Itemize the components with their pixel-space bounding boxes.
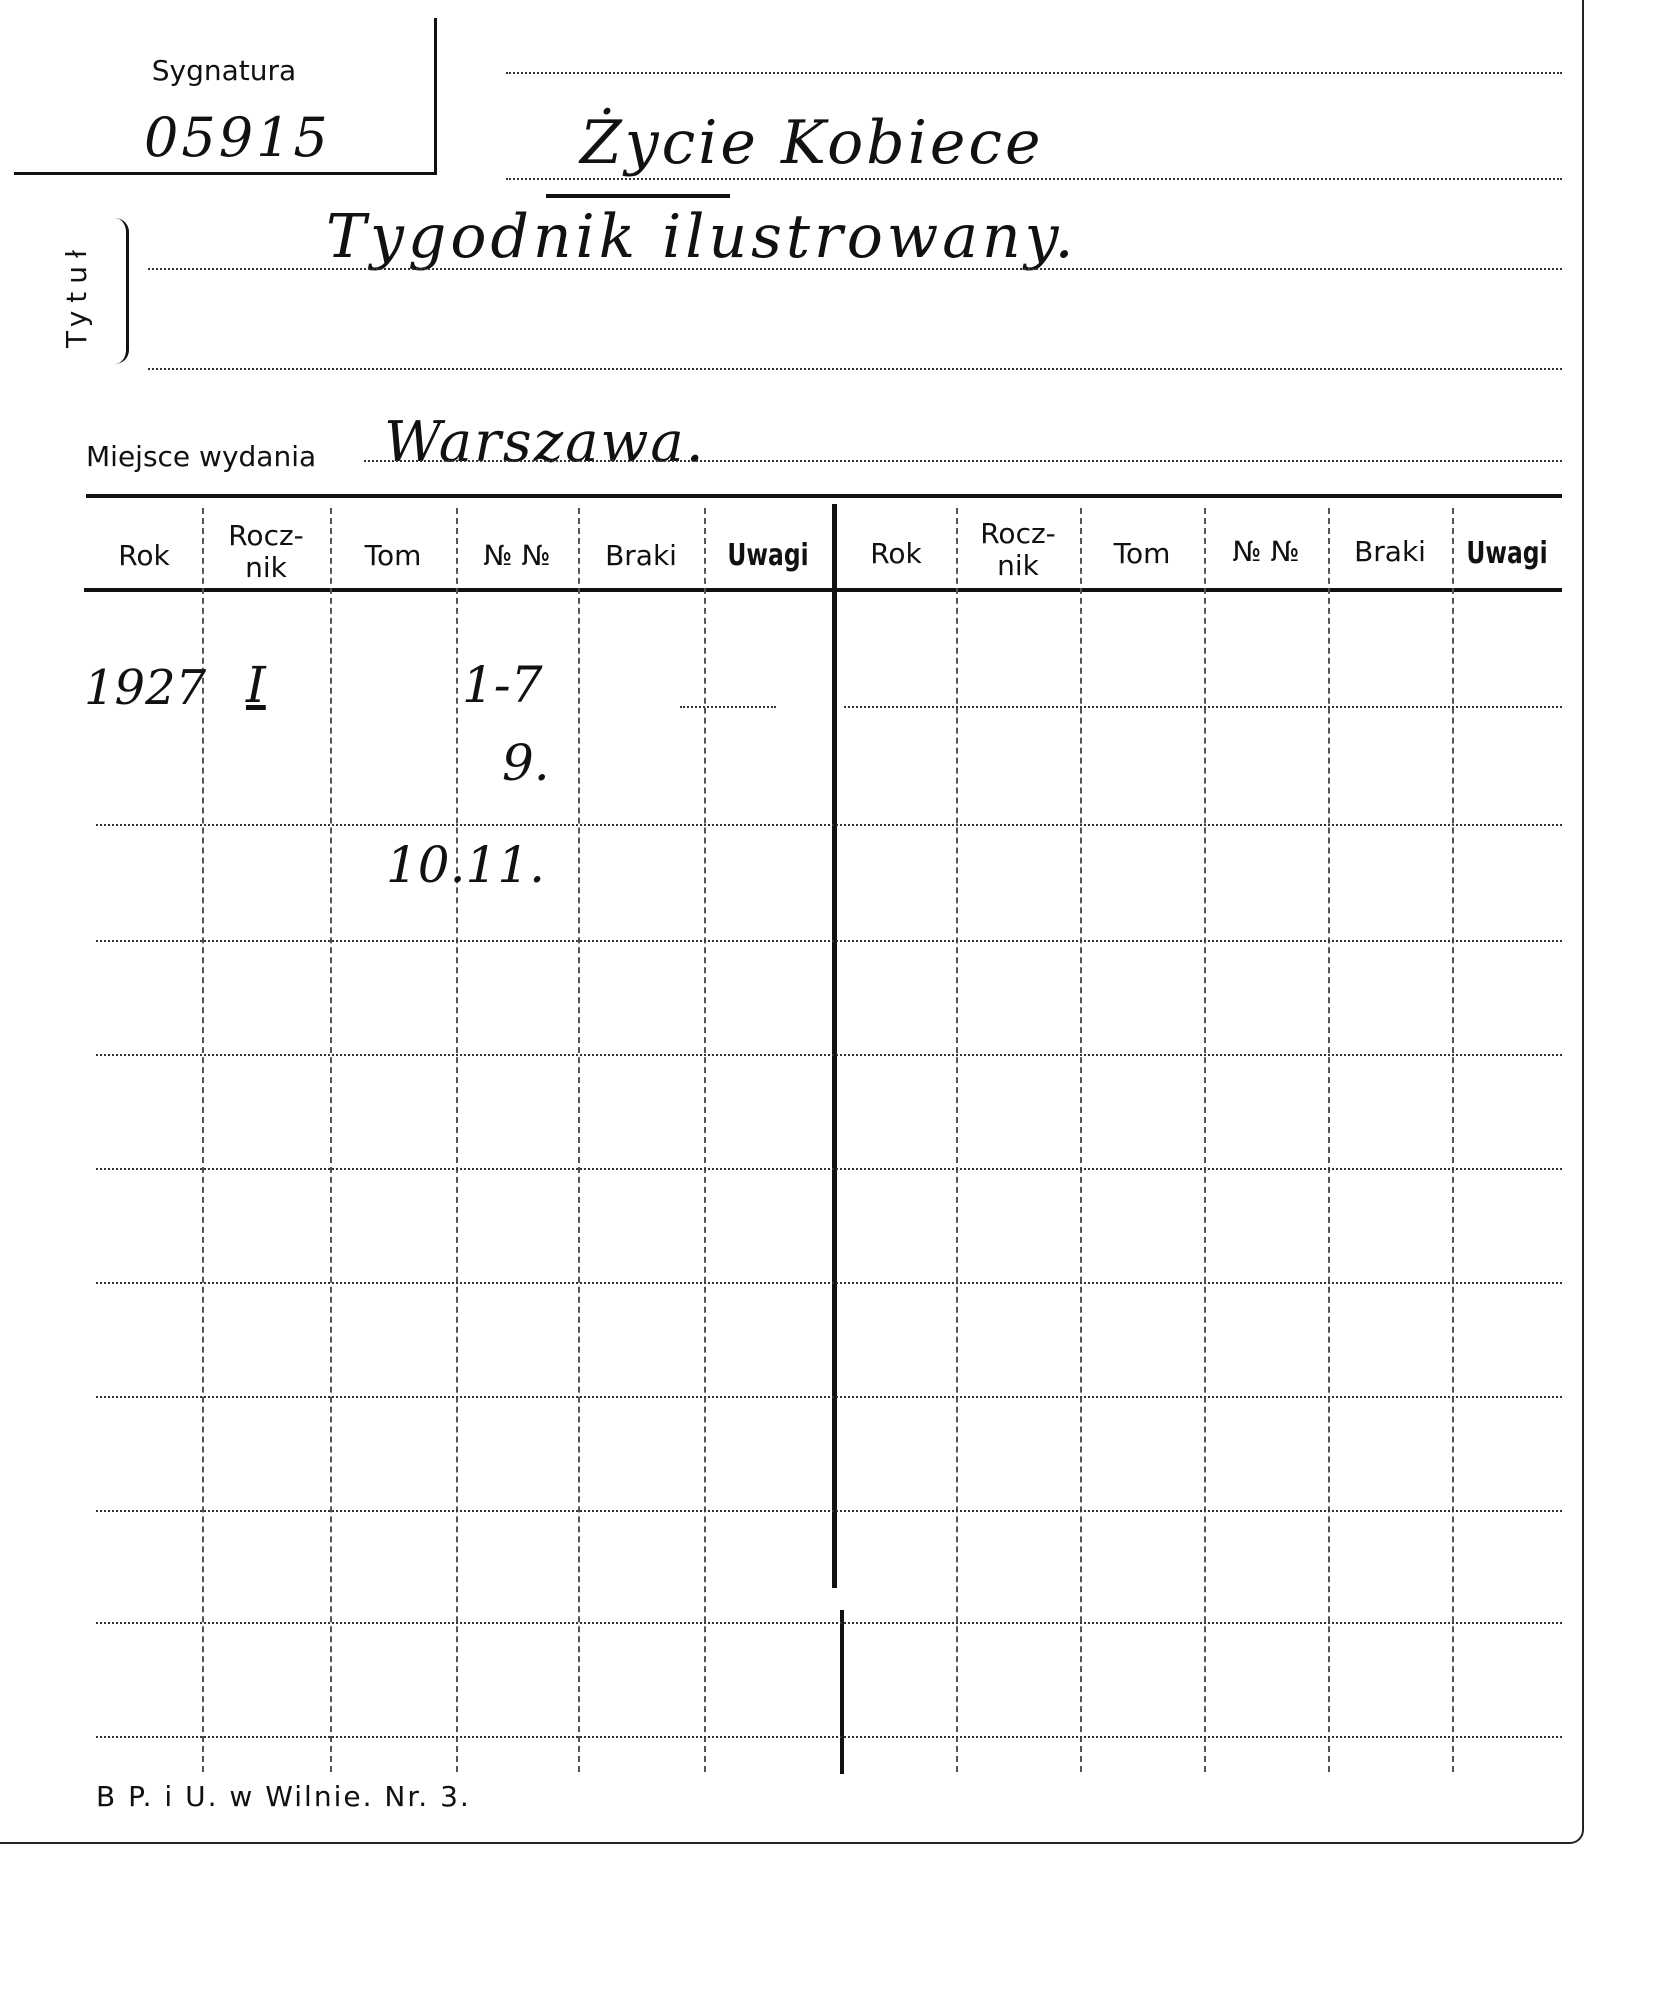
entry-numery-1: 1-7 xyxy=(462,656,543,714)
header-rok-left: Rok xyxy=(118,539,170,572)
row-line-5 xyxy=(96,1282,1562,1284)
table-center-divider xyxy=(832,504,837,1588)
row-line-8 xyxy=(96,1622,1562,1624)
col-divider-l5 xyxy=(704,508,706,1772)
row-line-0a xyxy=(680,706,776,708)
header-tom-right: Tom xyxy=(1113,537,1171,570)
title-line-1-dotted xyxy=(506,72,1562,74)
header-uwagi-left: Uwagi xyxy=(727,538,809,573)
signature-value: 05915 xyxy=(144,106,331,169)
col-divider-r3 xyxy=(1204,508,1206,1772)
col-divider-l3 xyxy=(456,508,458,1772)
title-line-4-dotted xyxy=(148,368,1562,370)
signature-label: Sygnatura xyxy=(151,54,297,87)
col-divider-r1 xyxy=(956,508,958,1772)
header-rok-right: Rok xyxy=(870,537,922,570)
row-line-6 xyxy=(96,1396,1562,1398)
entry-rocznik: I xyxy=(246,656,266,714)
title-brace xyxy=(112,218,129,364)
col-divider-l4 xyxy=(578,508,580,1772)
row-line-7 xyxy=(96,1510,1562,1512)
table-center-divider-lower xyxy=(840,1610,844,1774)
row-line-9 xyxy=(96,1736,1562,1738)
entry-numery-3: 10.11. xyxy=(386,836,546,894)
row-line-4 xyxy=(96,1168,1562,1170)
header-uwagi-right: Uwagi xyxy=(1466,536,1548,571)
header-braki-left: Braki xyxy=(605,539,677,572)
col-divider-r5 xyxy=(1452,508,1454,1772)
title-line-3-dotted xyxy=(148,268,1562,270)
col-divider-l2 xyxy=(330,508,332,1772)
place-label: Miejsce wydania xyxy=(86,440,317,473)
place-dotted xyxy=(364,460,1562,462)
signature-box xyxy=(14,18,437,175)
entry-rok: 1927 xyxy=(84,660,207,716)
header-numery-right: № № xyxy=(1232,535,1300,568)
place-value: Warszawa. xyxy=(384,410,706,475)
header-rocznik-right: Rocz- nik xyxy=(980,517,1056,582)
title-line-2-dotted xyxy=(506,178,1562,180)
row-line-2 xyxy=(96,940,1562,942)
footer-imprint: B P. i U. w Wilnie. Nr. 3. xyxy=(96,1780,471,1813)
row-line-3 xyxy=(96,1054,1562,1056)
header-numery-left: № № xyxy=(483,539,551,572)
title-underline xyxy=(546,194,730,198)
entry-numery-2: 9. xyxy=(502,734,550,792)
col-divider-r2 xyxy=(1080,508,1082,1772)
tytul-label: Tytuł xyxy=(60,242,93,348)
row-line-0b xyxy=(844,706,1562,708)
col-divider-r4 xyxy=(1328,508,1330,1772)
title-line-1: Życie Kobiece xyxy=(580,108,1044,178)
header-braki-right: Braki xyxy=(1354,535,1426,568)
row-line-1 xyxy=(96,824,1562,826)
header-rocznik-left: Rocz- nik xyxy=(228,519,304,584)
table-top-rule xyxy=(86,494,1562,498)
header-tom-left: Tom xyxy=(364,539,422,572)
table-header-rule xyxy=(84,588,1562,592)
title-line-2: Tygodnik ilustrowany. xyxy=(326,202,1078,272)
